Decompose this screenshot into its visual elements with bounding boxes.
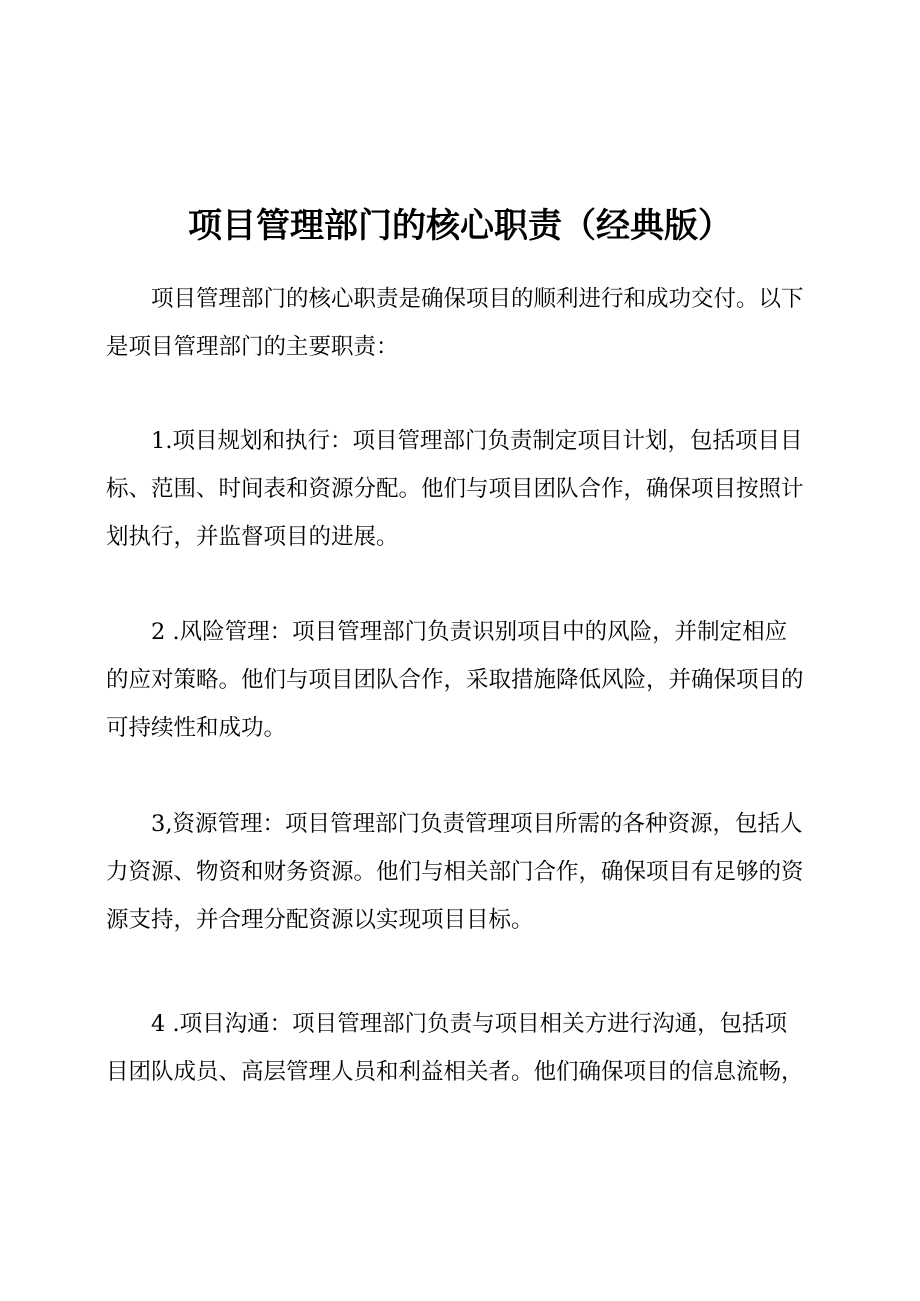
communication-paragraph bbox=[106, 1000, 818, 1096]
paragraph-line: 2 .风险管理：项目管理部门负责识别项目中的风险，并制定相应 bbox=[151, 619, 788, 645]
paragraph-line: 是项目管理部门的主要职责： bbox=[106, 334, 399, 360]
paragraph-line: 的应对策略。他们与项目团队合作，采取措施降低风险，并确保项目的 bbox=[106, 667, 804, 693]
paragraph-line: 目团队成员、高层管理人员和利益相关者。他们确保项目的信息流畅， bbox=[106, 1059, 804, 1085]
document-title: 项目管理部门的核心职责（经典版） bbox=[188, 205, 732, 246]
paragraph-line: 1.项目规划和执行：项目管理部门负责制定项目计划，包括项目目 bbox=[151, 428, 803, 454]
intro-paragraph bbox=[106, 275, 818, 371]
paragraph-line: 划执行，并监督项目的进展。 bbox=[106, 524, 399, 550]
paragraph-line: 力资源、物资和财务资源。他们与相关部门合作，确保项目有足够的资 bbox=[106, 859, 804, 885]
paragraph-line: 可持续性和成功。 bbox=[106, 715, 287, 741]
paragraph-line: 4 .项目沟通：项目管理部门负责与项目相关方进行沟通，包括项 bbox=[151, 1011, 788, 1037]
risk-paragraph bbox=[106, 608, 818, 752]
paragraph-line: 项目管理部门的核心职责是确保项目的顺利进行和成功交付。以下 bbox=[151, 286, 804, 312]
paragraph-line: 源支持，并合理分配资源以实现项目目标。 bbox=[106, 907, 534, 933]
planning-paragraph bbox=[106, 417, 818, 561]
paragraph-line: 标、范围、时间表和资源分配。他们与项目团队合作，确保项目按照计 bbox=[106, 476, 804, 502]
resource-paragraph bbox=[106, 800, 818, 944]
paragraph-line: 3,资源管理：项目管理部门负责管理项目所需的各种资源，包括人 bbox=[151, 811, 803, 837]
